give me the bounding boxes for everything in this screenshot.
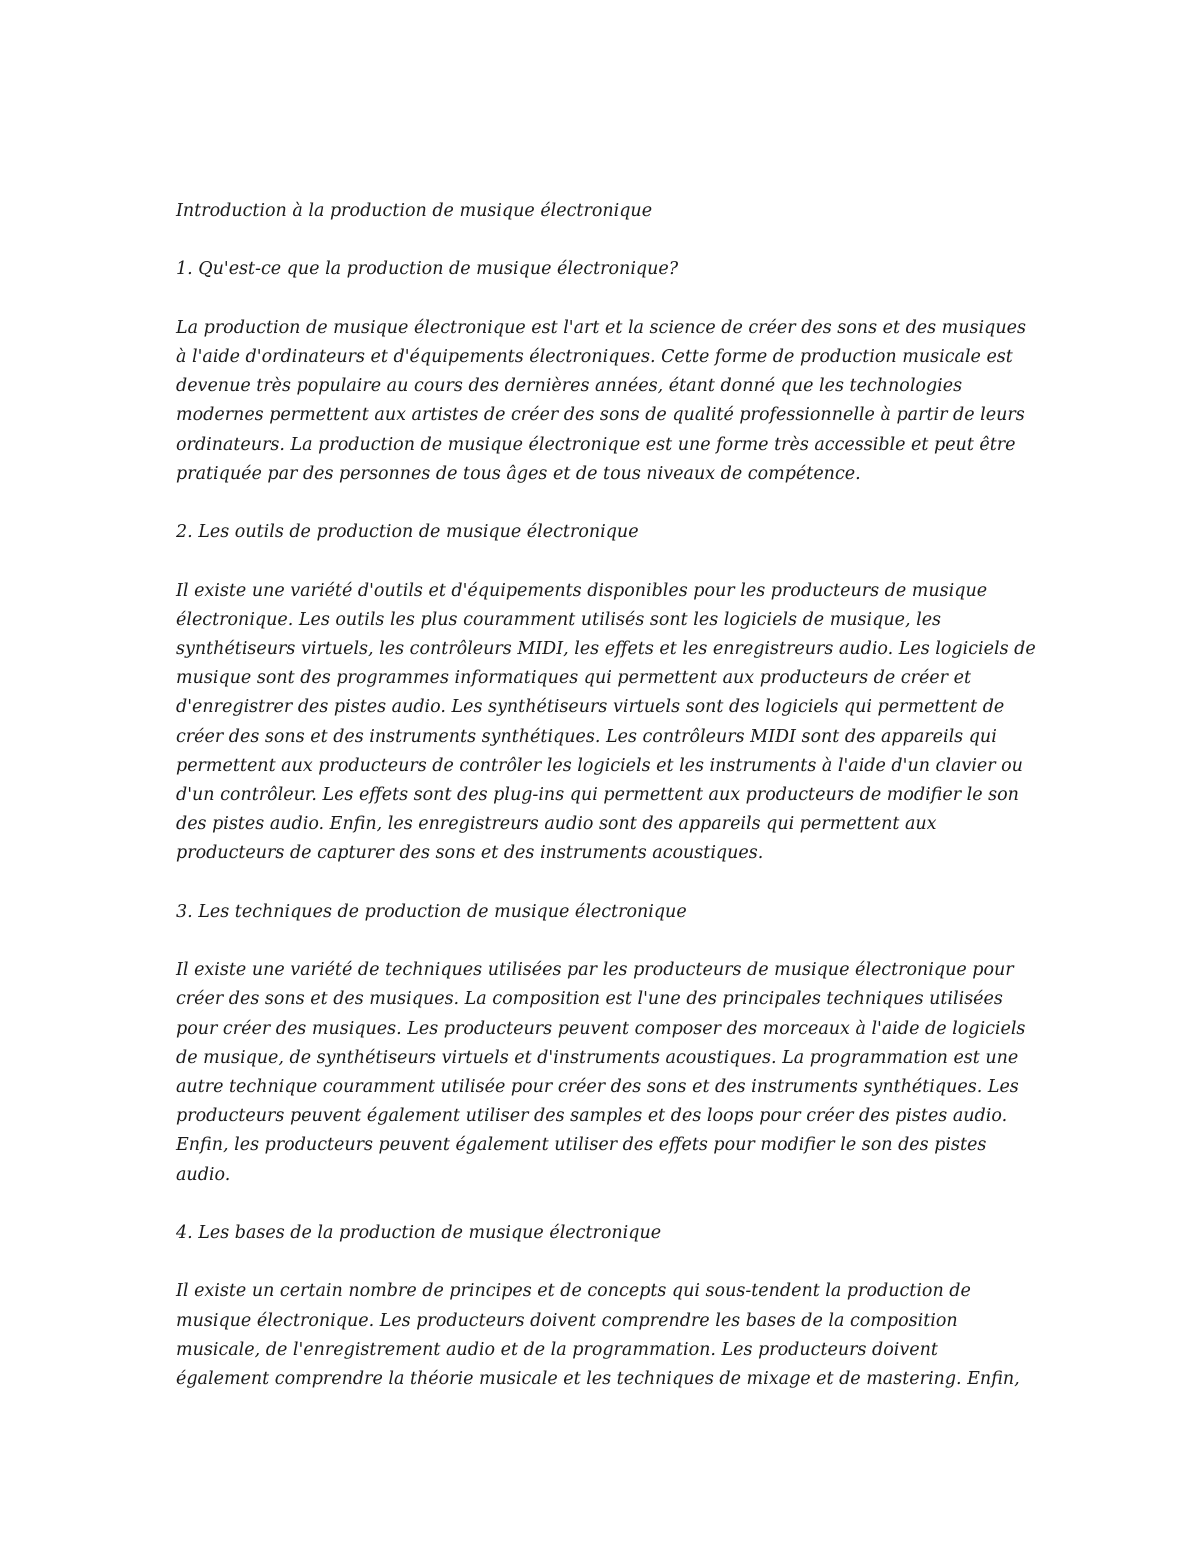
paragraph-line: d'un contrôleur. Les effets sont des plug-ins qui permettent aux producteurs de modifier le son [176,785,1019,805]
paragraph-line: pratiquée par des personnes de tous âges et de tous niveaux de compétence. [176,463,861,484]
paragraph-line: électronique. Les outils les plus couramment utilisés sont les logiciels de musique, les [176,609,942,630]
section-heading-2: 2. Les outils de production de musique électronique [176,522,639,543]
paragraph-line: Il existe une variété d'outils et d'équipements disponibles pour les producteurs de musique [176,580,988,601]
paragraph-line: devenue très populaire au cours des dernières années, étant donné que les technologies [176,376,963,397]
paragraph-line: musicale, de l'enregistrement audio et de la programmation. Les producteurs doivent [176,1339,938,1360]
paragraph-line: pour créer des musiques. Les producteurs peuvent composer des morceaux à l'aide de logiciels [176,1018,1026,1039]
paragraph-line: modernes permettent aux artistes de créer des sons de qualité professionnelle à partir de leurs [176,405,1025,426]
paragraph-line: producteurs de capturer des sons et des instruments acoustiques. [176,843,764,864]
paragraph-line: synthétiseurs virtuels, les contrôleurs MIDI, les effets et les enregistreurs audio. Les logiciels de [176,638,1036,659]
paragraph-line: musique sont des programmes informatiques qui permettent aux producteurs de créer et [176,668,971,689]
paragraph-line: des pistes audio. Enfin, les enregistreurs audio sont des appareils qui permettent aux [176,814,937,835]
paragraph-line: La production de musique électronique est l'art et la science de créer des sons et des musiques [176,317,1026,338]
paragraph-line: de musique, de synthétiseurs virtuels et d'instruments acoustiques. La programmation est une [176,1047,1019,1068]
section-paragraph-1 [176,314,1036,489]
paragraph-line: producteurs peuvent également utiliser des samples et des loops pour créer des pistes audio. [176,1106,1008,1127]
document-title: Introduction à la production de musique électronique [176,201,653,221]
paragraph-line: d'enregistrer des pistes audio. Les synthétiseurs virtuels sont des logiciels qui permettent de [176,697,1005,718]
paragraph-line: musique électronique. Les producteurs doivent comprendre les bases de la composition [176,1310,958,1331]
document-page [176,197,1036,1423]
paragraph-line: créer des sons et des musiques. La composition est l'une des principales techniques utilisées [176,989,1003,1010]
paragraph-line: ordinateurs. La production de musique électronique est une forme très accessible et peut être [176,434,1016,455]
paragraph-line: Il existe un certain nombre de principes et de concepts qui sous-tendent la production de [176,1281,971,1302]
paragraph-line: Enfin, les producteurs peuvent également utiliser des effets pour modifier le son des pistes [176,1135,987,1156]
section-heading-1: 1. Qu'est-ce que la production de musique électronique? [176,259,679,280]
paragraph-line: permettent aux producteurs de contrôler les logiciels et les instruments à l'aide d'un clavier ou [176,755,1023,776]
section-paragraph-2 [176,577,1036,869]
paragraph-line: autre technique couramment utilisée pour créer des sons et des instruments synthétiques. Les [176,1077,1019,1097]
paragraph-line: créer des sons et des instruments synthétiques. Les contrôleurs MIDI sont des appareils qui [176,726,997,747]
section-heading-4: 4. Les bases de la production de musique électronique [176,1223,662,1243]
paragraph-line: Il existe une variété de techniques utilisées par les producteurs de musique électronique pour [176,960,1014,981]
paragraph-line: audio. [176,1164,231,1185]
paragraph-line: également comprendre la théorie musicale et les techniques de mixage et de mastering. Enfin, [176,1369,1020,1389]
section-heading-3: 3. Les techniques de production de musique électronique [176,901,687,922]
section-paragraph-3 [176,956,1036,1190]
paragraph-line: à l'aide d'ordinateurs et d'équipements électroniques. Cette forme de production musicale est [176,346,1013,367]
section-paragraph-4 [176,1277,1036,1394]
